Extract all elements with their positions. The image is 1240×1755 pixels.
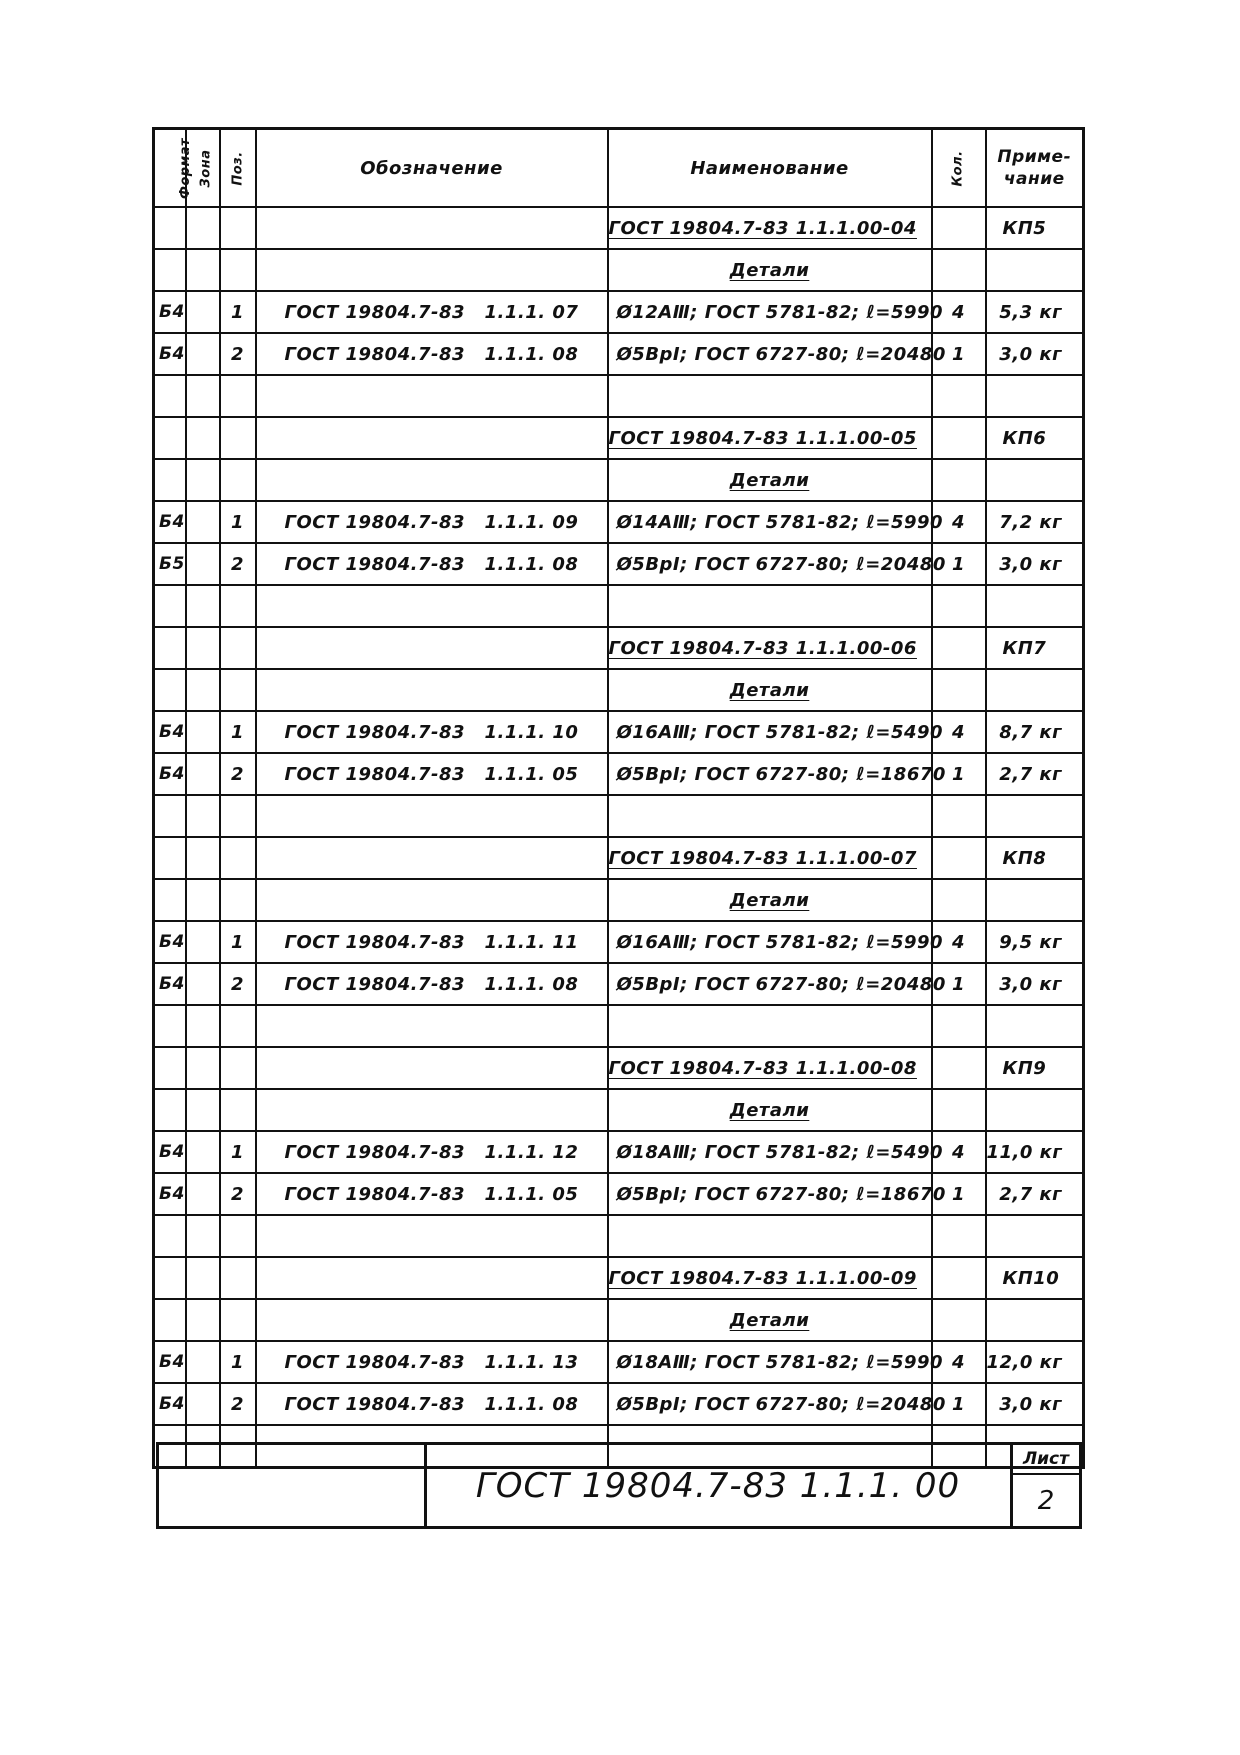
details-heading-row — [154, 459, 1084, 501]
part-standard: ГОСТ 19804.7-83 — [284, 1141, 466, 1163]
part-format: Б4 — [154, 501, 186, 543]
part-name: Ø12АⅢ; ГОСТ 5781-82; ℓ=5990 — [608, 291, 932, 333]
part-standard: ГОСТ 19804.7-83 — [284, 721, 466, 743]
document-code: ГОСТ 19804.7-83 1.1.1. 00 — [475, 1465, 961, 1506]
part-zone — [186, 963, 220, 1005]
empty-cell — [220, 249, 256, 291]
empty-cell — [986, 1005, 1084, 1047]
part-designation — [256, 711, 608, 753]
part-quantity: 4 — [932, 1131, 986, 1173]
empty-cell — [154, 879, 186, 921]
part-code: 1.1.1. 08 — [484, 1393, 579, 1415]
empty-cell — [186, 1257, 220, 1299]
assembly-designation-text: ГОСТ 19804.7-83 1.1.1.00-05 — [608, 427, 917, 449]
specification-table — [152, 127, 1085, 1469]
empty-cell — [154, 207, 186, 249]
empty-cell — [932, 879, 986, 921]
empty-cell — [932, 375, 986, 417]
empty-cell — [986, 879, 1084, 921]
assembly-designation-text: ГОСТ 19804.7-83 1.1.1.00-04 — [608, 217, 917, 239]
part-code: 1.1.1. 12 — [484, 1141, 579, 1163]
part-row — [154, 543, 1084, 585]
empty-cell — [986, 459, 1084, 501]
details-heading — [608, 879, 932, 921]
empty-cell — [220, 1257, 256, 1299]
part-note: 3,0 кг — [986, 1383, 1084, 1425]
part-designation — [256, 543, 608, 585]
empty-cell — [220, 1299, 256, 1341]
part-designation — [256, 291, 608, 333]
part-zone — [186, 921, 220, 963]
part-note: 11,0 кг — [986, 1131, 1084, 1173]
part-designation — [256, 921, 608, 963]
assembly-row — [154, 837, 1084, 879]
part-note: 2,7 кг — [986, 1173, 1084, 1215]
blank-row — [154, 1215, 1084, 1257]
part-zone — [186, 1341, 220, 1383]
part-name: Ø5ВрI; ГОСТ 6727-80; ℓ=20480 — [608, 333, 932, 375]
part-name: Ø5ВрI; ГОСТ 6727-80; ℓ=20480 — [608, 1383, 932, 1425]
assembly-designation-text: ГОСТ 19804.7-83 1.1.1.00-06 — [608, 637, 917, 659]
assembly-row — [154, 207, 1084, 249]
part-designation — [256, 963, 608, 1005]
part-row — [154, 711, 1084, 753]
part-note: 12,0 кг — [986, 1341, 1084, 1383]
part-designation — [256, 333, 608, 375]
part-zone — [186, 1173, 220, 1215]
part-standard: ГОСТ 19804.7-83 — [284, 973, 466, 995]
part-quantity: 1 — [932, 1173, 986, 1215]
part-row — [154, 501, 1084, 543]
empty-cell — [986, 1215, 1084, 1257]
empty-cell — [154, 417, 186, 459]
details-heading-row — [154, 669, 1084, 711]
empty-cell — [154, 627, 186, 669]
assembly-designation — [608, 207, 932, 249]
header-zone: Зона — [186, 129, 220, 208]
details-heading — [608, 459, 932, 501]
header-designation: Обозначение — [256, 129, 608, 208]
blank-row — [154, 795, 1084, 837]
part-quantity: 4 — [932, 711, 986, 753]
details-heading — [608, 1089, 932, 1131]
empty-cell — [186, 1005, 220, 1047]
part-format: Б4 — [154, 1131, 186, 1173]
empty-cell — [220, 1047, 256, 1089]
specification-sheet — [152, 127, 1082, 1529]
part-row — [154, 333, 1084, 375]
empty-cell — [186, 879, 220, 921]
empty-cell — [932, 837, 986, 879]
details-heading-text: Детали — [729, 469, 810, 491]
empty-cell — [932, 1089, 986, 1131]
part-zone — [186, 753, 220, 795]
header-note: Приме-чание — [986, 129, 1084, 208]
blank-row — [154, 1005, 1084, 1047]
empty-cell — [186, 1215, 220, 1257]
empty-cell — [986, 669, 1084, 711]
assembly-row — [154, 1047, 1084, 1089]
empty-cell — [256, 249, 608, 291]
empty-cell — [220, 1005, 256, 1047]
empty-cell — [608, 1215, 932, 1257]
empty-cell — [932, 417, 986, 459]
part-standard: ГОСТ 19804.7-83 — [284, 553, 466, 575]
empty-cell — [932, 1005, 986, 1047]
part-standard: ГОСТ 19804.7-83 — [284, 511, 466, 533]
part-zone — [186, 501, 220, 543]
empty-cell — [986, 1089, 1084, 1131]
part-quantity: 4 — [932, 291, 986, 333]
part-quantity: 4 — [932, 501, 986, 543]
empty-cell — [932, 585, 986, 627]
header-row — [154, 129, 1084, 208]
empty-cell — [220, 417, 256, 459]
empty-cell — [932, 795, 986, 837]
part-position: 2 — [220, 753, 256, 795]
sheet-label: Лист — [1013, 1445, 1079, 1475]
assembly-designation-text: ГОСТ 19804.7-83 1.1.1.00-09 — [608, 1267, 917, 1289]
assembly-mark: КП6 — [986, 417, 1084, 459]
part-position: 2 — [220, 333, 256, 375]
details-heading-text: Детали — [729, 679, 810, 701]
empty-cell — [986, 585, 1084, 627]
part-row — [154, 291, 1084, 333]
part-zone — [186, 291, 220, 333]
empty-cell — [932, 627, 986, 669]
empty-cell — [256, 795, 608, 837]
part-name: Ø5ВрI; ГОСТ 6727-80; ℓ=20480 — [608, 963, 932, 1005]
header-format: Формат — [154, 129, 186, 208]
part-code: 1.1.1. 05 — [484, 1183, 579, 1205]
sheet-cell — [1010, 1445, 1079, 1526]
assembly-designation — [608, 837, 932, 879]
empty-cell — [932, 669, 986, 711]
part-position: 1 — [220, 921, 256, 963]
empty-cell — [186, 1089, 220, 1131]
part-standard: ГОСТ 19804.7-83 — [284, 931, 466, 953]
part-position: 1 — [220, 1131, 256, 1173]
part-note: 3,0 кг — [986, 543, 1084, 585]
assembly-mark: КП8 — [986, 837, 1084, 879]
details-heading — [608, 249, 932, 291]
part-standard: ГОСТ 19804.7-83 — [284, 343, 466, 365]
empty-cell — [220, 1215, 256, 1257]
part-zone — [186, 333, 220, 375]
part-designation — [256, 1131, 608, 1173]
part-standard: ГОСТ 19804.7-83 — [284, 301, 466, 323]
details-heading-text: Детали — [729, 259, 810, 281]
part-format: Б4 — [154, 1383, 186, 1425]
part-designation — [256, 1173, 608, 1215]
part-format: Б4 — [154, 753, 186, 795]
part-code: 1.1.1. 10 — [484, 721, 579, 743]
blank-row — [154, 375, 1084, 417]
empty-cell — [186, 795, 220, 837]
empty-cell — [186, 207, 220, 249]
part-quantity: 1 — [932, 963, 986, 1005]
part-format: Б4 — [154, 921, 186, 963]
assembly-row — [154, 1257, 1084, 1299]
empty-cell — [986, 375, 1084, 417]
details-heading-text: Детали — [729, 1099, 810, 1121]
part-name: Ø16АⅢ; ГОСТ 5781-82; ℓ=5990 — [608, 921, 932, 963]
empty-cell — [932, 1047, 986, 1089]
part-quantity: 4 — [932, 1341, 986, 1383]
details-heading-text: Детали — [729, 889, 810, 911]
empty-cell — [220, 585, 256, 627]
empty-cell — [608, 585, 932, 627]
empty-cell — [256, 585, 608, 627]
empty-cell — [154, 669, 186, 711]
assembly-row — [154, 417, 1084, 459]
part-position: 1 — [220, 711, 256, 753]
part-note: 7,2 кг — [986, 501, 1084, 543]
part-code: 1.1.1. 08 — [484, 343, 579, 365]
part-code: 1.1.1. 11 — [484, 931, 579, 953]
empty-cell — [220, 207, 256, 249]
part-row — [154, 753, 1084, 795]
empty-cell — [932, 207, 986, 249]
empty-cell — [932, 1257, 986, 1299]
details-heading — [608, 669, 932, 711]
details-heading — [608, 1299, 932, 1341]
assembly-designation — [608, 1257, 932, 1299]
assembly-mark: КП9 — [986, 1047, 1084, 1089]
part-position: 2 — [220, 963, 256, 1005]
part-code: 1.1.1. 09 — [484, 511, 579, 533]
details-heading-row — [154, 1299, 1084, 1341]
part-name: Ø5ВрI; ГОСТ 6727-80; ℓ=18670 — [608, 753, 932, 795]
title-block-blank-cell — [159, 1445, 427, 1526]
part-standard: ГОСТ 19804.7-83 — [284, 1183, 466, 1205]
empty-cell — [256, 1257, 608, 1299]
empty-cell — [608, 1005, 932, 1047]
assembly-designation — [608, 627, 932, 669]
empty-cell — [256, 837, 608, 879]
part-name: Ø16АⅢ; ГОСТ 5781-82; ℓ=5490 — [608, 711, 932, 753]
empty-cell — [220, 627, 256, 669]
title-block — [156, 1442, 1082, 1529]
part-designation — [256, 501, 608, 543]
part-format: Б5 — [154, 543, 186, 585]
part-format: Б4 — [154, 711, 186, 753]
part-zone — [186, 1383, 220, 1425]
part-quantity: 1 — [932, 753, 986, 795]
empty-cell — [154, 795, 186, 837]
part-position: 2 — [220, 1173, 256, 1215]
empty-cell — [186, 375, 220, 417]
header-position: Поз. — [220, 129, 256, 208]
part-zone — [186, 711, 220, 753]
part-standard: ГОСТ 19804.7-83 — [284, 763, 466, 785]
empty-cell — [154, 1215, 186, 1257]
part-name: Ø14АⅢ; ГОСТ 5781-82; ℓ=5990 — [608, 501, 932, 543]
part-position: 1 — [220, 1341, 256, 1383]
empty-cell — [932, 459, 986, 501]
assembly-designation — [608, 417, 932, 459]
empty-cell — [154, 837, 186, 879]
part-designation — [256, 753, 608, 795]
part-row — [154, 1131, 1084, 1173]
empty-cell — [986, 1299, 1084, 1341]
header-quantity: Кол. — [932, 129, 986, 208]
empty-cell — [608, 795, 932, 837]
empty-cell — [186, 417, 220, 459]
empty-cell — [154, 1047, 186, 1089]
empty-cell — [256, 879, 608, 921]
empty-cell — [256, 1215, 608, 1257]
empty-cell — [220, 837, 256, 879]
part-name: Ø18АⅢ; ГОСТ 5781-82; ℓ=5490 — [608, 1131, 932, 1173]
empty-cell — [154, 1299, 186, 1341]
empty-cell — [986, 249, 1084, 291]
part-code: 1.1.1. 13 — [484, 1351, 579, 1373]
empty-cell — [256, 1005, 608, 1047]
empty-cell — [256, 375, 608, 417]
empty-cell — [186, 249, 220, 291]
details-heading-row — [154, 1089, 1084, 1131]
empty-cell — [932, 249, 986, 291]
part-designation — [256, 1383, 608, 1425]
part-standard: ГОСТ 19804.7-83 — [284, 1351, 466, 1373]
empty-cell — [220, 375, 256, 417]
header-name: Наименование — [608, 129, 932, 208]
part-code: 1.1.1. 08 — [484, 973, 579, 995]
assembly-mark: КП10 — [986, 1257, 1084, 1299]
sheet-number: 2 — [1037, 1486, 1055, 1516]
empty-cell — [256, 459, 608, 501]
part-note: 9,5 кг — [986, 921, 1084, 963]
part-quantity: 1 — [932, 333, 986, 375]
empty-cell — [986, 795, 1084, 837]
empty-cell — [186, 1299, 220, 1341]
part-quantity: 4 — [932, 921, 986, 963]
empty-cell — [186, 837, 220, 879]
specification-body — [154, 207, 1084, 1468]
details-heading-text: Детали — [729, 1309, 810, 1331]
part-format: Б4 — [154, 333, 186, 375]
part-zone — [186, 543, 220, 585]
part-row — [154, 1173, 1084, 1215]
empty-cell — [256, 207, 608, 249]
assembly-designation-text: ГОСТ 19804.7-83 1.1.1.00-07 — [608, 847, 917, 869]
empty-cell — [154, 1005, 186, 1047]
part-format: Б4 — [154, 963, 186, 1005]
empty-cell — [154, 585, 186, 627]
empty-cell — [932, 1299, 986, 1341]
part-zone — [186, 1131, 220, 1173]
empty-cell — [608, 375, 932, 417]
empty-cell — [256, 627, 608, 669]
empty-cell — [186, 669, 220, 711]
empty-cell — [256, 1299, 608, 1341]
part-quantity: 1 — [932, 543, 986, 585]
part-note: 2,7 кг — [986, 753, 1084, 795]
part-position: 2 — [220, 1383, 256, 1425]
empty-cell — [256, 417, 608, 459]
empty-cell — [220, 795, 256, 837]
part-code: 1.1.1. 08 — [484, 553, 579, 575]
empty-cell — [154, 459, 186, 501]
part-row — [154, 1341, 1084, 1383]
part-code: 1.1.1. 07 — [484, 301, 579, 323]
part-quantity: 1 — [932, 1383, 986, 1425]
empty-cell — [186, 459, 220, 501]
part-designation — [256, 1341, 608, 1383]
part-note: 3,0 кг — [986, 963, 1084, 1005]
details-heading-row — [154, 879, 1084, 921]
part-note: 5,3 кг — [986, 291, 1084, 333]
empty-cell — [154, 1089, 186, 1131]
assembly-row — [154, 627, 1084, 669]
assembly-mark: КП5 — [986, 207, 1084, 249]
empty-cell — [256, 669, 608, 711]
empty-cell — [932, 1215, 986, 1257]
part-standard: ГОСТ 19804.7-83 — [284, 1393, 466, 1415]
details-heading-row — [154, 249, 1084, 291]
empty-cell — [256, 1089, 608, 1131]
empty-cell — [186, 627, 220, 669]
empty-cell — [154, 1257, 186, 1299]
empty-cell — [154, 375, 186, 417]
empty-cell — [186, 585, 220, 627]
part-row — [154, 1383, 1084, 1425]
part-row — [154, 921, 1084, 963]
empty-cell — [154, 249, 186, 291]
part-position: 1 — [220, 291, 256, 333]
empty-cell — [186, 1047, 220, 1089]
part-row — [154, 963, 1084, 1005]
part-code: 1.1.1. 05 — [484, 763, 579, 785]
part-position: 1 — [220, 501, 256, 543]
part-format: Б4 — [154, 1341, 186, 1383]
assembly-designation — [608, 1047, 932, 1089]
empty-cell — [256, 1047, 608, 1089]
assembly-mark: КП7 — [986, 627, 1084, 669]
part-format: Б4 — [154, 291, 186, 333]
empty-cell — [220, 669, 256, 711]
part-note: 3,0 кг — [986, 333, 1084, 375]
part-format: Б4 — [154, 1173, 186, 1215]
part-name: Ø18АⅢ; ГОСТ 5781-82; ℓ=5990 — [608, 1341, 932, 1383]
empty-cell — [220, 879, 256, 921]
assembly-designation-text: ГОСТ 19804.7-83 1.1.1.00-08 — [608, 1057, 917, 1079]
part-note: 8,7 кг — [986, 711, 1084, 753]
blank-row — [154, 585, 1084, 627]
part-name: Ø5ВрI; ГОСТ 6727-80; ℓ=18670 — [608, 1173, 932, 1215]
empty-cell — [220, 1089, 256, 1131]
part-name: Ø5ВрI; ГОСТ 6727-80; ℓ=20480 — [608, 543, 932, 585]
part-position: 2 — [220, 543, 256, 585]
empty-cell — [220, 459, 256, 501]
